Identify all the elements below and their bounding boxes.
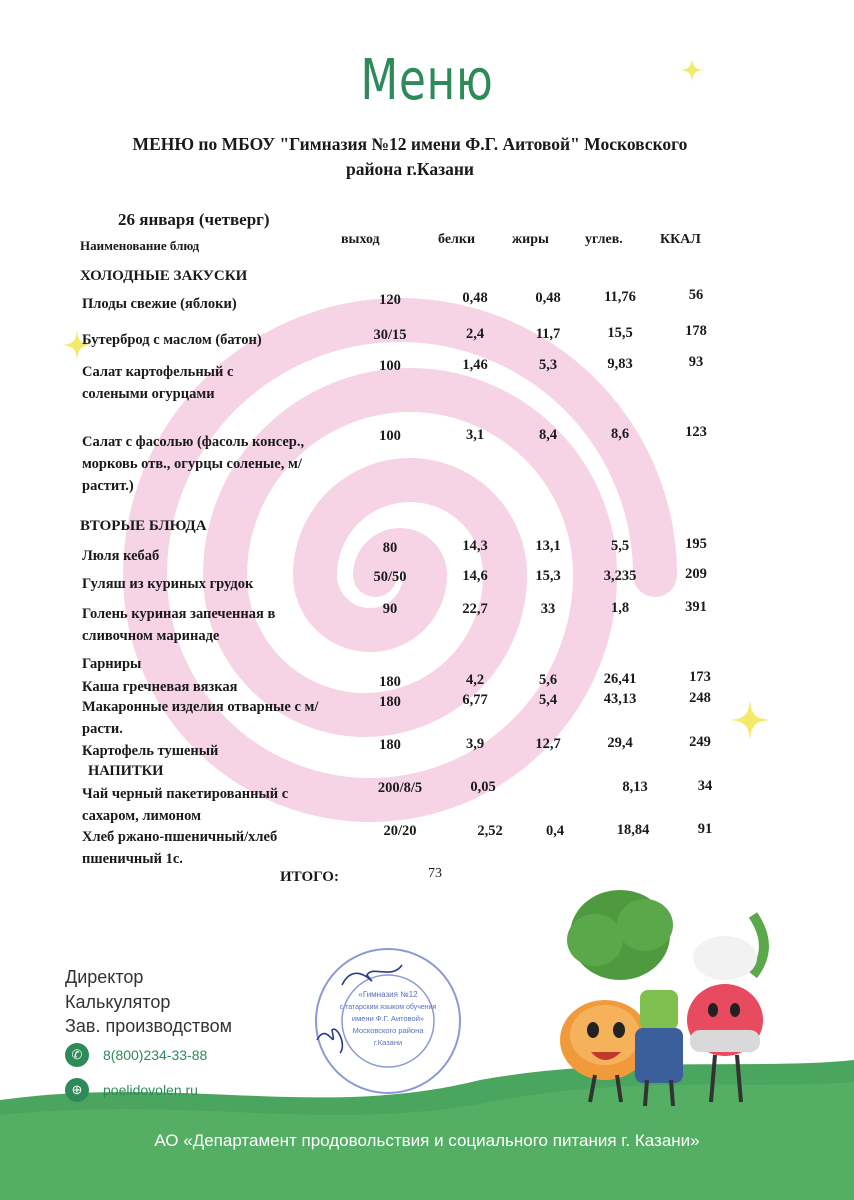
dish-kcal: 249 <box>689 734 711 750</box>
footer-production: Зав. производством <box>65 1016 232 1036</box>
stamp-line: имени Ф.Г. Аитовой» <box>351 1014 425 1023</box>
dish-kcal: 209 <box>685 566 707 582</box>
column-header-carbs: углев. <box>585 232 623 247</box>
dish-name: Бутерброд с маслом (батон) <box>82 332 262 348</box>
column-header-kcal: ККАЛ <box>660 232 701 247</box>
dish-kcal: 248 <box>689 690 711 706</box>
logo-title: Меню <box>360 48 494 113</box>
dish-kcal: 178 <box>685 323 707 339</box>
stamp-line: г.Казани <box>373 1038 403 1047</box>
dish-fat: 11,7 <box>535 326 561 342</box>
official-stamp <box>312 945 464 1097</box>
dish-fat: 15,3 <box>535 568 561 584</box>
dish-name: Макаронные изделия отварные с м/расти. <box>82 699 319 737</box>
page-header <box>60 132 760 182</box>
menu-date: 26 января (четверг) <box>118 210 270 229</box>
dish-kcal: 56 <box>688 287 704 303</box>
stamp-line: Московского района <box>352 1026 424 1035</box>
dish-kcal: 123 <box>685 424 707 440</box>
section-cold-appetizers: ХОЛОДНЫЕ ЗАКУСКИ <box>80 268 248 284</box>
dish-carbs: 18,84 <box>616 822 650 838</box>
dish-output: 90 <box>382 601 398 617</box>
dish-fat: 33 <box>540 601 556 617</box>
section-second-courses: ВТОРЫЕ БЛЮДА <box>80 518 207 534</box>
dish-kcal: 195 <box>685 536 707 552</box>
dish-output: 50/50 <box>373 569 407 585</box>
footer-phone[interactable] <box>65 1043 207 1067</box>
dish-fat: 5,4 <box>538 692 558 708</box>
dish-kcal: 91 <box>697 821 713 837</box>
dish-carbs: 11,76 <box>604 289 636 305</box>
column-header-fat: жиры <box>512 232 549 247</box>
dish-carbs: 5,5 <box>610 538 630 554</box>
total-value: 73 <box>428 866 442 881</box>
dish-output: 30/15 <box>373 327 407 343</box>
dish-protein: 1,46 <box>462 357 488 373</box>
dish-protein: 6,77 <box>462 692 488 708</box>
dish-name: Голень куриная запеченная в сливочном маринаде <box>82 606 276 644</box>
dish-kcal: 391 <box>685 599 707 615</box>
dish-protein: 0,05 <box>470 779 496 795</box>
dish-output: 20/20 <box>383 823 417 839</box>
dish-fat: 0,4 <box>545 823 565 839</box>
dish-carbs: 9,83 <box>607 356 633 372</box>
header-line-1: МЕНЮ по МБОУ "Гимназия №12 имени Ф.Г. Аитовой" Московского <box>132 134 688 154</box>
dish-output: 180 <box>379 737 401 753</box>
dish-protein: 2,4 <box>465 326 485 342</box>
dish-protein: 2,52 <box>477 823 503 839</box>
sparkle-icon <box>730 700 770 740</box>
dish-kcal: 93 <box>688 354 704 370</box>
dish-carbs: 1,8 <box>610 600 630 616</box>
dish-carbs: 3,235 <box>603 568 637 584</box>
dish-name: Салат с фасолью (фасоль консер., морковь отв., огурцы соленые, м/растит.) <box>82 434 305 494</box>
dish-output: 100 <box>379 358 401 374</box>
dish-output: 120 <box>379 292 401 308</box>
footer-calculator: Калькулятор <box>65 992 171 1012</box>
dish-protein: 3,1 <box>465 427 485 443</box>
dish-kcal: 34 <box>697 778 713 794</box>
dish-protein: 4,2 <box>465 672 485 688</box>
dish-name: Каша гречневая вязкая <box>82 679 238 695</box>
dish-protein: 22,7 <box>462 601 488 617</box>
stamp-line: с татарским языком обучения <box>339 1004 437 1011</box>
globe-icon: ⊕ <box>65 1078 89 1102</box>
dish-protein: 3,9 <box>465 736 485 752</box>
dish-name: Картофель тушеный <box>82 743 219 759</box>
dish-carbs: 8,6 <box>610 426 630 442</box>
section-drinks: НАПИТКИ <box>88 763 164 779</box>
dish-protein: 14,3 <box>462 538 488 554</box>
dish-carbs: 26,41 <box>603 671 637 687</box>
stamp-line: «Гимназия №12 <box>358 990 418 999</box>
column-header-protein: белки <box>438 232 476 247</box>
dish-carbs: 8,13 <box>622 779 648 795</box>
dish-carbs: 43,13 <box>603 691 637 707</box>
dish-kcal: 173 <box>689 669 711 685</box>
column-header-name: Наименование блюд <box>80 238 200 253</box>
dish-output: 180 <box>379 694 401 710</box>
dish-output: 80 <box>382 540 398 556</box>
column-header-output: выход <box>341 232 380 247</box>
dish-fat: 0,48 <box>535 290 561 306</box>
phone-number: 8(800)234-33-88 <box>103 1047 208 1063</box>
dish-protein: 14,6 <box>462 568 488 584</box>
dish-protein: 0,48 <box>462 290 488 306</box>
footer-website[interactable] <box>65 1078 198 1102</box>
dish-fat: 8,4 <box>538 427 558 443</box>
dish-carbs: 15,5 <box>607 325 633 341</box>
dish-carbs: 29,4 <box>607 735 633 751</box>
dish-name: Плоды свежие (яблоки) <box>82 296 237 312</box>
website-link: poelidovolen.ru <box>103 1082 198 1098</box>
dish-name: Салат картофельный с солеными огурцами <box>82 364 234 402</box>
dish-output: 100 <box>379 428 401 444</box>
mascot-illustration <box>525 880 790 1110</box>
section-garnish: Гарниры <box>82 656 142 672</box>
dish-name: Гуляш из куриных грудок <box>82 576 254 592</box>
dish-fat: 5,6 <box>538 672 558 688</box>
footer-director: Директор <box>65 967 144 987</box>
dish-output: 200/8/5 <box>377 780 423 796</box>
dish-name: Люля кебаб <box>82 548 160 564</box>
header-line-2: района г.Казани <box>345 159 475 179</box>
dish-fat: 5,3 <box>538 357 558 373</box>
total-label: ИТОГО: <box>280 869 339 885</box>
dish-fat: 12,7 <box>535 736 561 752</box>
dish-name: Хлеб ржано-пшеничный/хлеб пшеничный 1с. <box>82 829 278 867</box>
dish-name: Чай черный пакетированный с сахаром, лимоном <box>82 786 289 824</box>
dish-fat: 13,1 <box>535 538 561 554</box>
dish-output: 180 <box>379 674 401 690</box>
organization-name: АО «Департамент продовольствия и социального питания г. Казани» <box>154 1131 700 1150</box>
phone-icon: ✆ <box>65 1043 89 1067</box>
